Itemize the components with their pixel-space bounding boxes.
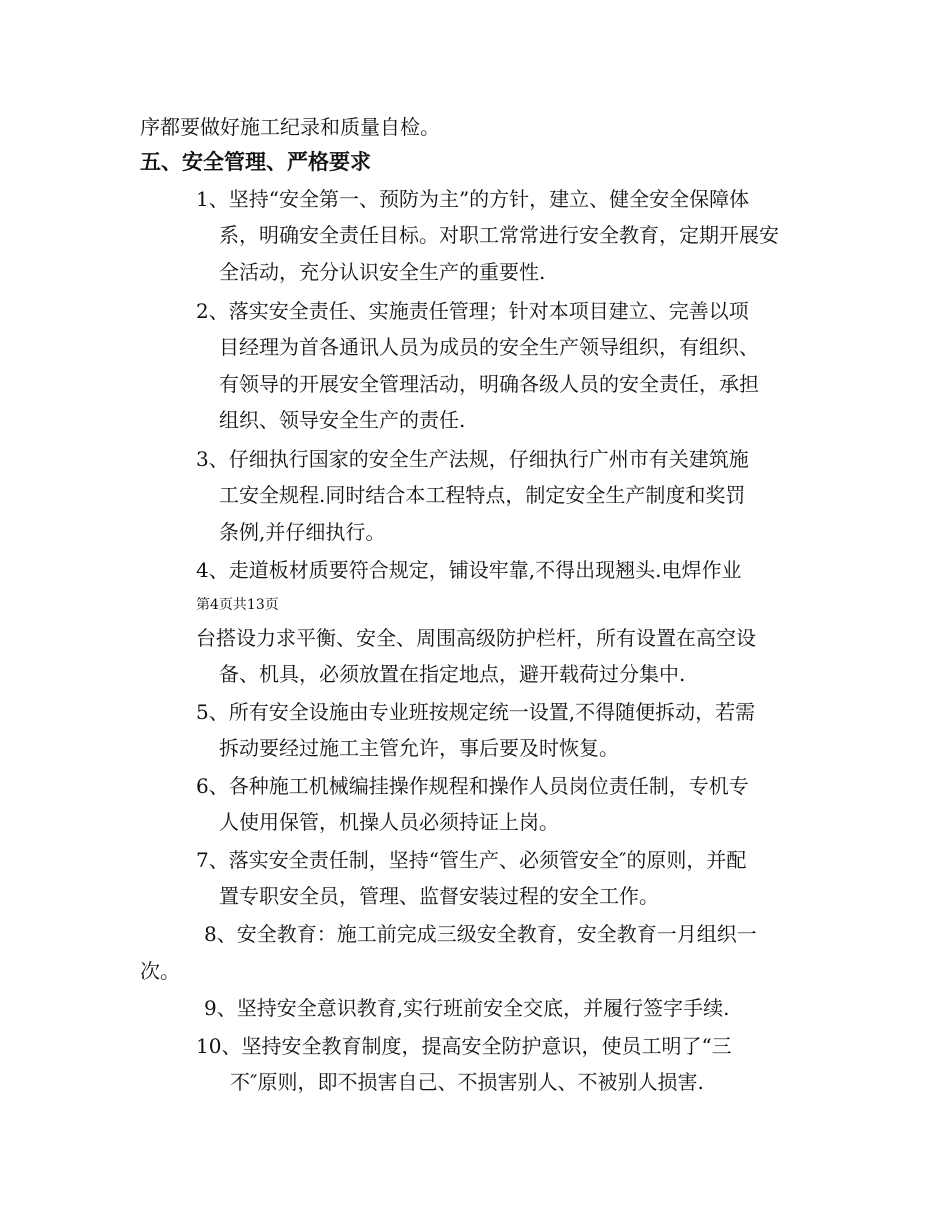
item-3-line-2: 工安全规程.同时结合本工程特点，制定安全生产制度和奖罚 [219, 483, 746, 507]
item-7-line-2: 置专职安全员，管理、监督安装过程的安全工作。 [219, 884, 659, 908]
item-1-line-2: 系，明确安全责任目标。对职工常常进行安全教育，定期开展安 [219, 223, 779, 247]
item-6-line-2: 人使用保管，机操人员必须持证上岗。 [219, 810, 559, 834]
item-1-line-3: 全活动，充分认识安全生产的重要性. [219, 260, 546, 284]
item-3-line-1: 3、仔细执行国家的安全生产法规，仔细执行广州市有关建筑施 [196, 447, 749, 471]
page-number-footer: 第4页共13页 [196, 597, 279, 613]
item-2-line-4: 组织、领导安全生产的责任. [219, 408, 466, 432]
item-2-line-2: 目经理为首各通讯人员为成员的安全生产领导组织，有组织、 [219, 335, 759, 359]
item-4-line-3: 备、机具，必须放置在指定地点，避开载荷过分集中. [219, 662, 686, 686]
item-9-line-1: 9、坚持安全意识教育,实行班前安全交底，并履行签字手续. [204, 996, 730, 1020]
item-5-line-1: 5、所有安全设施由专业班按规定统一设置,不得随便拆动，若需 [196, 700, 756, 724]
item-6-line-1: 6、各种施工机械编挂操作规程和操作人员岗位责任制，专机专 [196, 774, 749, 798]
item-3-line-3: 条例,并仔细执行。 [219, 520, 386, 544]
item-4-line-1: 4、走道板材质要符合规定，铺设牢靠,不得出现翘头.电焊作业 [196, 558, 742, 582]
item-2-line-3: 有领导的开展安全管理活动，明确各级人员的安全责任，承担 [219, 372, 759, 396]
item-8-line-1: 8、安全教育：施工前完成三级安全教育，安全教育一月组织一 [204, 922, 757, 946]
item-10-line-1: 10、坚持安全教育制度，提高安全防护意识，使员工明了“三 [196, 1034, 732, 1058]
item-10-line-2: 不″原则，即不损害自己、不损害别人、不被别人损害. [230, 1070, 704, 1094]
item-8-line-2: 次。 [140, 959, 180, 983]
item-5-line-2: 拆动要经过施工主管允许，事后要及时恢复。 [219, 736, 619, 760]
text-line-continuation: 序都要做好施工纪录和质量自检。 [140, 115, 440, 139]
item-2-line-1: 2、落实安全责任、实施责任管理；针对本项目建立、完善以项 [196, 299, 749, 323]
item-7-line-1: 7、落实安全责任制，坚持“管生产、必须管安全″的原则，并配 [196, 848, 747, 872]
item-4-line-2: 台搭设力求平衡、安全、周围高级防护栏杆，所有设置在高空设 [196, 626, 756, 650]
section-heading: 五、安全管理、严格要求 [140, 150, 371, 174]
item-1-line-1: 1、坚持“安全第一、预防为主”的方针，建立、健全安全保障体 [196, 187, 750, 211]
